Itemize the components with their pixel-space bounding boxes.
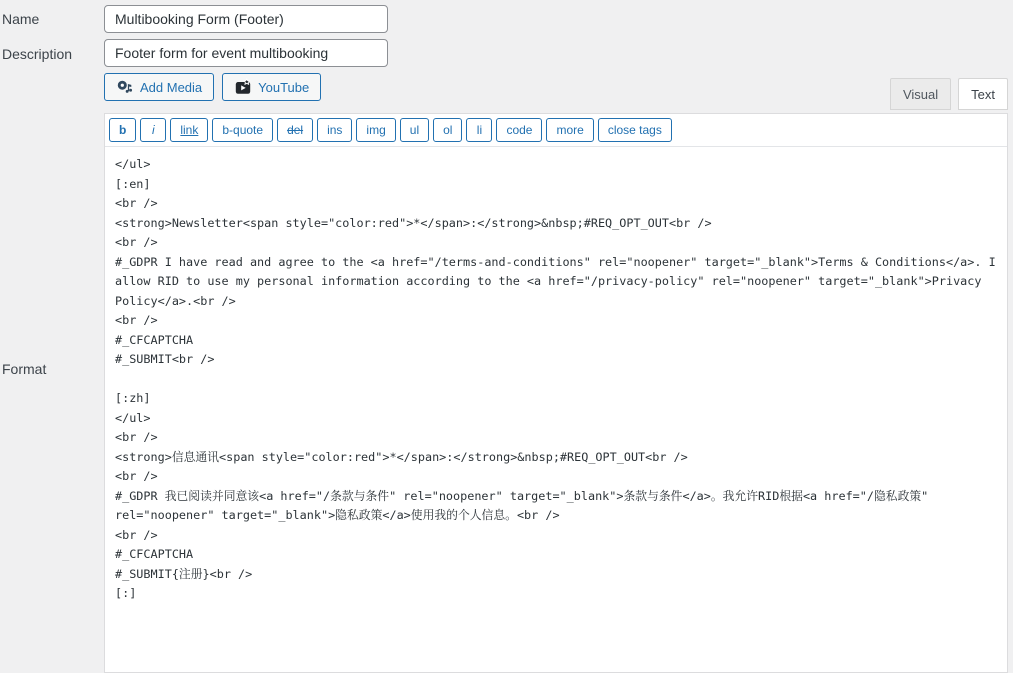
editor-mode-tabs (890, 78, 1008, 110)
quicktag-li-button[interactable]: li (466, 118, 492, 142)
media-buttons-row (104, 73, 321, 101)
quicktag-b-button[interactable]: b (109, 118, 136, 142)
quicktag-code-button[interactable]: code (496, 118, 542, 142)
media-icon (116, 78, 134, 96)
quicktag-ol-button[interactable]: ol (433, 118, 462, 142)
quicktag-ins-button[interactable]: ins (317, 118, 352, 142)
youtube-label: YouTube (258, 79, 310, 95)
youtube-button[interactable] (222, 73, 321, 101)
tab-visual[interactable]: Visual (890, 78, 951, 110)
description-input[interactable] (104, 39, 388, 67)
quicktag-del-button[interactable]: del (277, 118, 313, 142)
quicktag-img-button[interactable]: img (356, 118, 395, 142)
add-media-button[interactable] (104, 73, 214, 101)
tab-text[interactable]: Text (958, 78, 1008, 110)
editor-container (104, 113, 1008, 673)
quicktag-i-button[interactable]: i (140, 118, 166, 142)
youtube-icon (234, 78, 252, 96)
description-label: Description (2, 46, 73, 62)
add-media-label: Add Media (140, 79, 203, 95)
quicktag-more-button[interactable]: more (546, 118, 593, 142)
quicktag-bquote-button[interactable]: b-quote (212, 118, 273, 142)
format-label: Format (2, 361, 47, 377)
quicktag-close-tags-button[interactable]: close tags (598, 118, 672, 142)
name-input[interactable] (104, 5, 388, 33)
quicktag-link-button[interactable]: link (170, 118, 208, 142)
quicktags-toolbar (105, 114, 1007, 147)
form-content-textarea[interactable] (105, 147, 1007, 647)
quicktag-ul-button[interactable]: ul (400, 118, 429, 142)
name-label: Name (2, 11, 40, 27)
